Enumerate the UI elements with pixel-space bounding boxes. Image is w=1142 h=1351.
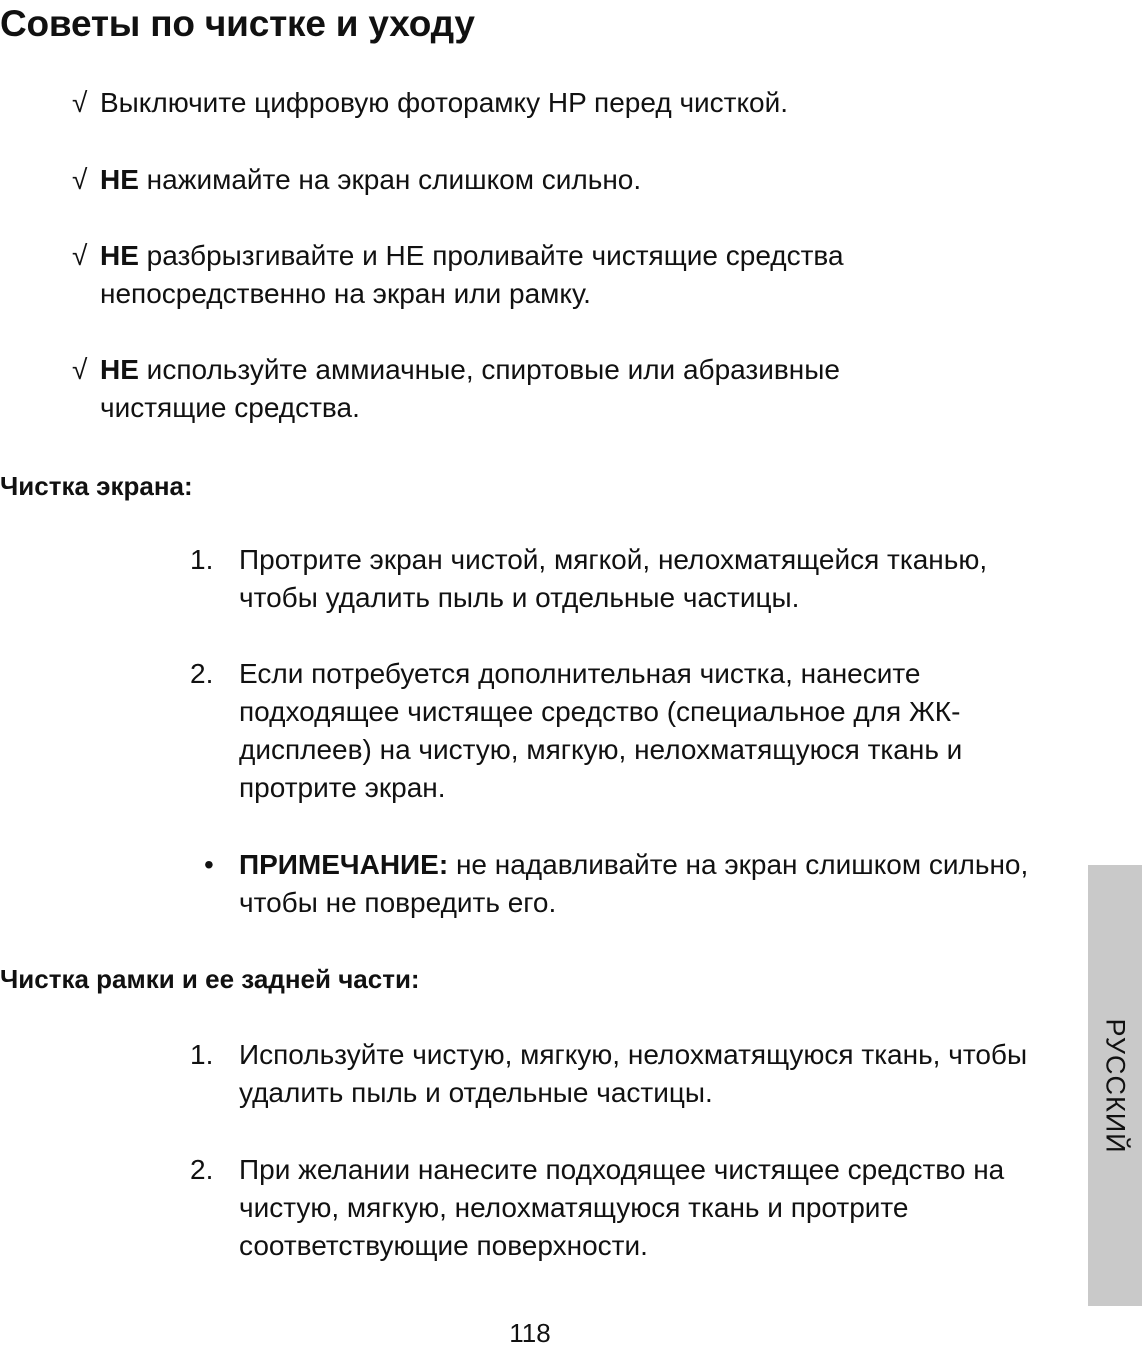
check-mark-icon: √: [72, 354, 88, 385]
tip-emphasis: НЕ: [100, 164, 139, 195]
note-text: не надавливайте на экран слишком сильно, чтобы не повредить его.: [239, 849, 1029, 918]
list-item: [190, 655, 1060, 807]
check-mark-icon: √: [72, 164, 88, 195]
step-text: При желании нанесите подходящее чистящее средство на чистую, мягкую, нелохматящуюся ткань и протрите соответствующие поверхности.: [239, 1154, 1005, 1261]
bullet-icon: •: [204, 849, 214, 880]
step-number: 1.: [190, 1039, 214, 1070]
step-text: Протрите экран чистой, мягкой, нелохматящейся тканью, чтобы удалить пыль и отдельные частицы.: [239, 544, 988, 613]
tip-text: нажимайте на экран слишком сильно.: [138, 164, 642, 195]
tip-item: [72, 351, 952, 427]
tip-text: используйте аммиачные, спиртовые или абразивные чистящие средства.: [100, 354, 840, 423]
language-side-tab: [1088, 865, 1142, 1306]
tip-text: разбрызгивайте и НЕ проливайте чистящие средства непосредственно на экран или рамку.: [100, 240, 844, 309]
note-label: ПРИМЕЧАНИЕ:: [239, 849, 449, 880]
note-item: [190, 846, 1060, 922]
list-item: [190, 541, 1060, 617]
list-item: [190, 1036, 1060, 1112]
tip-item: [72, 161, 952, 199]
page-title: Советы по чистке и уходу: [0, 3, 475, 44]
step-text: Используйте чистую, мягкую, нелохматящуюся ткань, чтобы удалить пыль и отдельные частицы.: [239, 1039, 1028, 1108]
check-mark-icon: √: [72, 240, 88, 271]
tip-item: [72, 237, 952, 313]
tip-emphasis: НЕ: [100, 240, 139, 271]
section-heading-screen: Чистка экрана:: [0, 471, 193, 501]
check-mark-icon: √: [72, 87, 88, 118]
step-number: 1.: [190, 544, 214, 575]
page-number: 118: [509, 1318, 551, 1348]
list-item: [190, 1151, 1060, 1265]
language-label: РУССКИЙ: [1100, 1017, 1131, 1154]
section-heading-frame: Чистка рамки и ее задней части:: [0, 964, 420, 994]
tip-emphasis: НЕ: [100, 354, 139, 385]
tip-item: [72, 84, 952, 122]
step-number: 2.: [190, 658, 214, 689]
step-number: 2.: [190, 1154, 214, 1185]
tip-text: Выключите цифровую фоторамку HP перед чисткой.: [100, 87, 789, 118]
step-text: Если потребуется дополнительная чистка, нанесите подходящее чистящее средство (специальное для ЖК-дисплеев) на чистую, мягкую, нелохматящуюся ткань и протрите экран.: [239, 658, 963, 803]
